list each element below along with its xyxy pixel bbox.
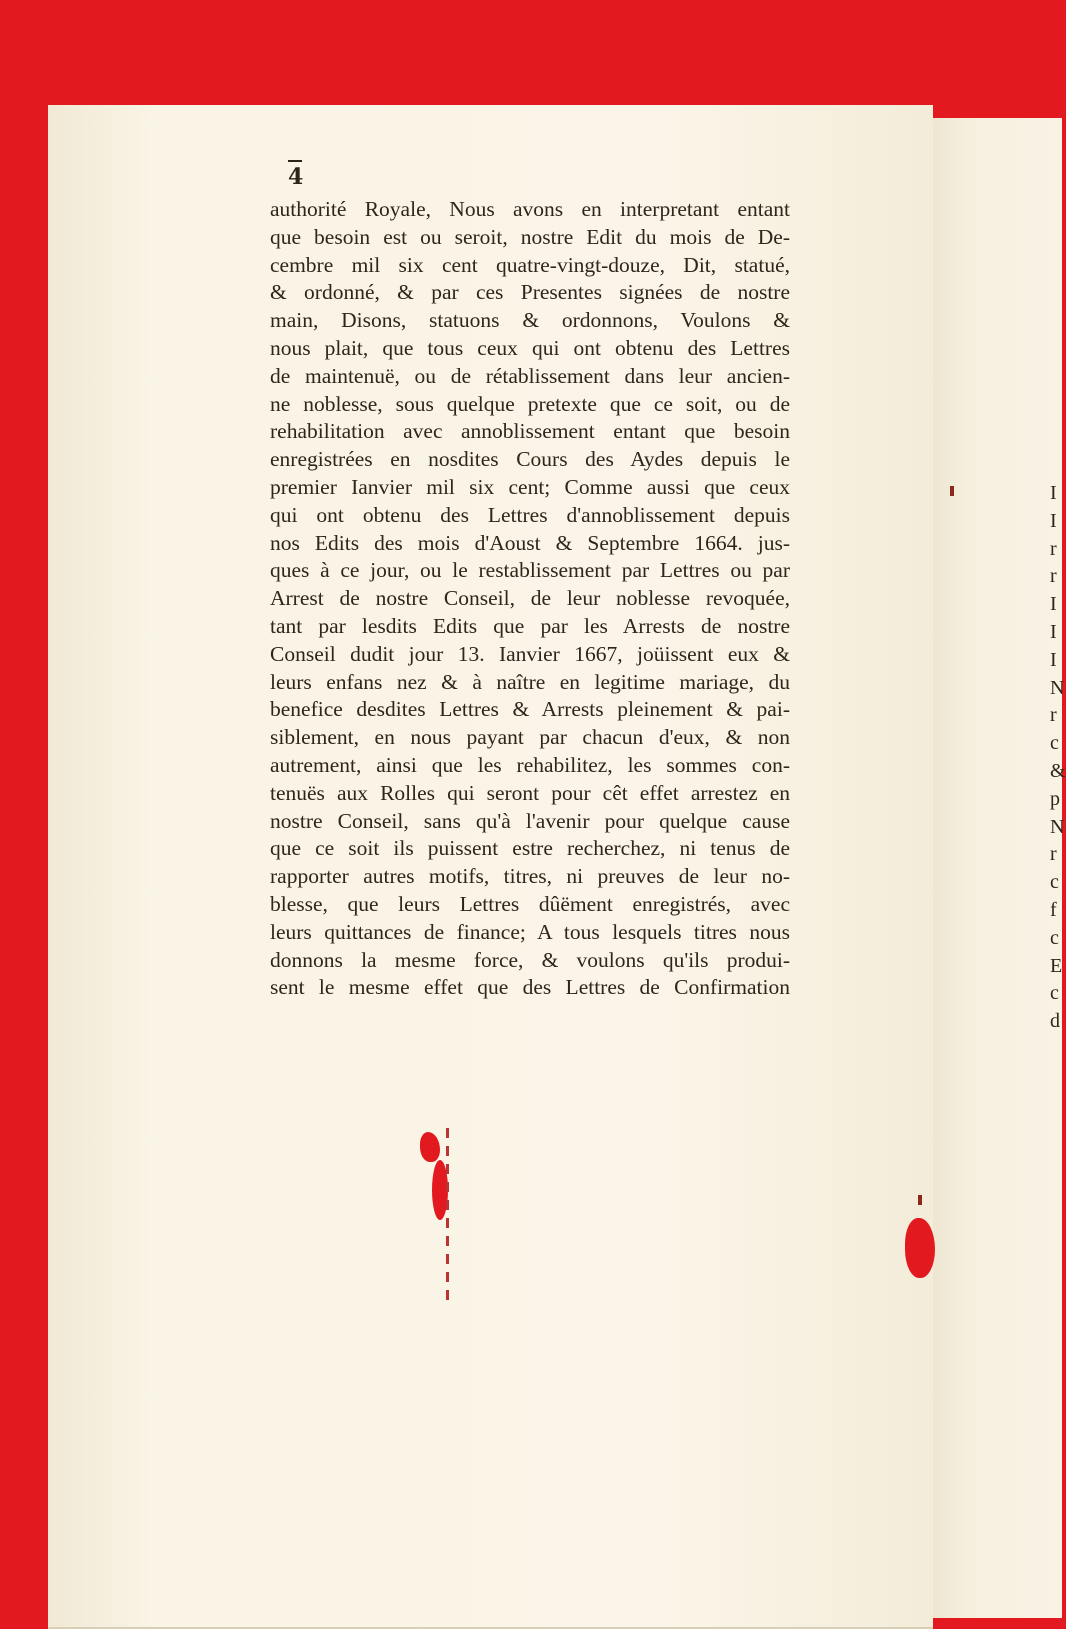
ink-mark bbox=[918, 1195, 922, 1205]
text-line: main, Disons, statuons & ordonnons, Voulons & bbox=[270, 308, 790, 333]
edge-letter: r bbox=[1050, 843, 1057, 866]
edge-letter: & bbox=[1050, 759, 1066, 782]
ink-mark bbox=[950, 486, 954, 496]
text-line: cembre mil six cent quatre-vingt-douze, Dit, statué, bbox=[270, 252, 790, 277]
text-line: leurs enfans nez & à naître en legitime mariage, du bbox=[270, 669, 790, 694]
text-line: authorité Royale, Nous avons en interpretant entant bbox=[270, 197, 790, 221]
text-line: ne noblesse, sous quelque pretexte que ce soit, ou de bbox=[270, 391, 790, 416]
text-line: rehabilitation avec annoblissement entant que besoin bbox=[270, 419, 790, 444]
edge-letter: I bbox=[1050, 620, 1057, 643]
edge-letter: r bbox=[1050, 565, 1057, 588]
text-line: Arrest de nostre Conseil, de leur noblesse revoquée, bbox=[270, 586, 790, 611]
text-line: donnons la mesme force, & voulons qu'ils produi- bbox=[270, 947, 790, 972]
text-line: tant par lesdits Edits que par les Arrests de nostre bbox=[270, 613, 790, 638]
text-line: ques à ce jour, ou le restablissement par Lettres ou par bbox=[270, 558, 790, 583]
text-line: tenuës aux Rolles qui seront pour cêt effet arrestez en bbox=[270, 780, 790, 805]
torn-hole-right bbox=[905, 1218, 935, 1278]
text-line: de maintenuë, ou de rétablissement dans leur ancien- bbox=[270, 363, 790, 388]
edge-letter: I bbox=[1050, 509, 1057, 532]
edge-letter: c bbox=[1050, 871, 1059, 894]
edge-letter: c bbox=[1050, 926, 1059, 949]
edge-letter: c bbox=[1050, 732, 1059, 755]
text-line: & ordonné, & par ces Presentes signées de nostre bbox=[270, 280, 790, 305]
text-line: nous plait, que tous ceux qui ont obtenu des Lettres bbox=[270, 335, 790, 360]
text-line: que besoin est ou seroit, nostre Edit du mois de De- bbox=[270, 224, 790, 249]
edge-letter: I bbox=[1050, 482, 1057, 504]
page-number: 4 bbox=[288, 164, 304, 190]
edge-letter: c bbox=[1050, 982, 1059, 1005]
body-text bbox=[270, 196, 790, 1002]
edge-letter: r bbox=[1050, 704, 1057, 727]
text-line: benefice desdites Lettres & Arrests pleinement & pai- bbox=[270, 697, 790, 722]
facing-page bbox=[922, 118, 1066, 1618]
text-line: siblement, en nous payant par chacun d'eux, & non bbox=[270, 725, 790, 750]
binding-thread bbox=[446, 1128, 449, 1308]
edge-letter: N bbox=[1050, 676, 1065, 699]
text-line: autrement, ainsi que les rehabilitez, les sommes con- bbox=[270, 752, 790, 777]
text-line: leurs quittances de finance; A tous lesquels titres nous bbox=[270, 919, 790, 944]
edge-letter: p bbox=[1050, 787, 1060, 810]
text-line: qui ont obtenu des Lettres d'annoblissement depuis bbox=[270, 502, 790, 527]
edge-letter: r bbox=[1050, 537, 1057, 560]
text-line: rapporter autres motifs, titres, ni preuves de leur no- bbox=[270, 864, 790, 889]
edge-letter: N bbox=[1050, 815, 1065, 838]
text-line: enregistrées en nosdites Cours des Aydes depuis le bbox=[270, 447, 790, 472]
facing-page-edge-text bbox=[1050, 480, 1066, 1036]
text-line: blesse, que leurs Lettres dûëment enregistrés, avec bbox=[270, 891, 790, 916]
edge-letter: f bbox=[1050, 898, 1057, 921]
text-line: premier Ianvier mil six cent; Comme aussi que ceux bbox=[270, 474, 790, 499]
edge-letter: E bbox=[1050, 954, 1063, 977]
text-line: sent le mesme effet que des Lettres de Confirmation bbox=[270, 975, 790, 1000]
text-line: nos Edits des mois d'Aoust & Septembre 1664. jus- bbox=[270, 530, 790, 555]
edge-letter: I bbox=[1050, 648, 1057, 671]
text-line: Conseil dudit jour 13. Ianvier 1667, joüissent eux & bbox=[270, 641, 790, 666]
edge-letter: I bbox=[1050, 593, 1057, 616]
text-line: nostre Conseil, sans qu'à l'avenir pour quelque cause bbox=[270, 808, 790, 833]
edge-letter: d bbox=[1050, 1010, 1060, 1033]
text-line: que ce soit ils puissent estre recherchez, ni tenus de bbox=[270, 836, 790, 861]
